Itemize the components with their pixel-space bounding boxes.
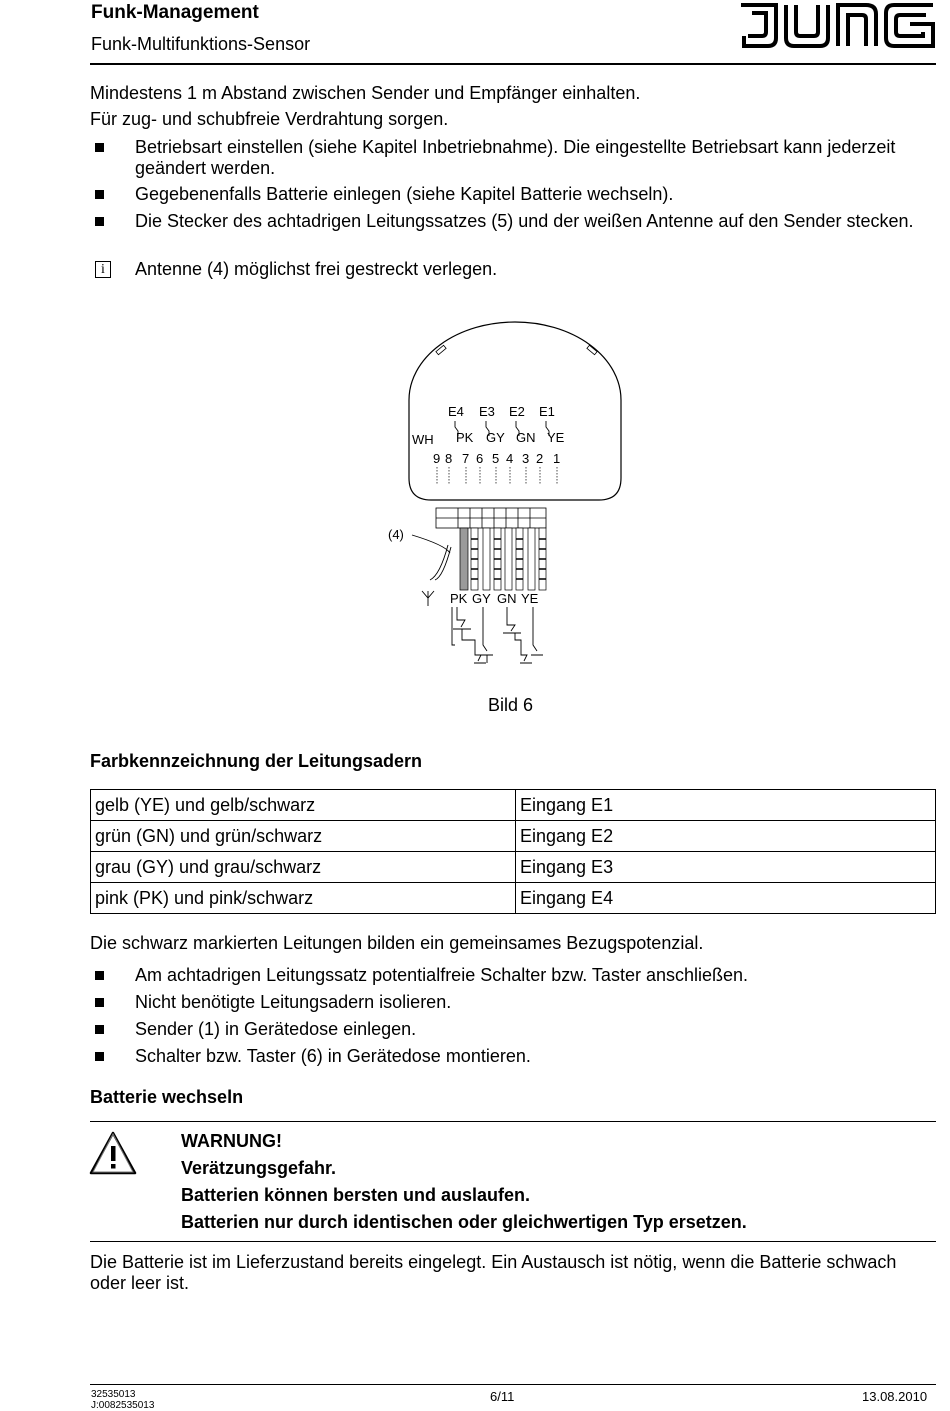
terminal-number: 4	[506, 451, 514, 466]
terminal-number: 5	[492, 451, 500, 466]
warning-triangle-icon	[88, 1130, 138, 1176]
table-row	[91, 821, 936, 852]
section-heading: Farbkennzeichnung der Leitungsadern	[90, 751, 423, 771]
warning-title: WARNUNG!	[181, 1131, 282, 1151]
terminal-number: 7	[462, 451, 470, 466]
table-cell: Eingang E4	[516, 883, 936, 914]
info-note	[95, 259, 935, 280]
page-number: 6/11	[490, 1389, 515, 1404]
input-label: E1	[539, 404, 555, 419]
reference-note: Die schwarz markierten Leitungen bilden ein gemeinsames Bezugspotenzial.	[90, 933, 704, 953]
doc-subtitle: Funk-Multifunktions-Sensor	[91, 34, 311, 54]
color-label: PK	[456, 430, 474, 445]
bullet-square-icon	[95, 971, 104, 980]
table-cell: Eingang E1	[516, 790, 936, 821]
warning-rule-bottom	[90, 1241, 936, 1242]
antenna-label: (4)	[388, 527, 404, 542]
list-item	[95, 992, 935, 1013]
table-cell: grau (GY) und grau/schwarz	[91, 852, 516, 883]
input-label: E2	[509, 404, 525, 419]
list-item	[95, 211, 935, 253]
list-item	[95, 184, 935, 205]
warning-line: Batterien können bersten und auslaufen.	[181, 1185, 531, 1205]
color-label: YE	[547, 430, 565, 445]
table-row	[91, 790, 936, 821]
list-item	[95, 1046, 935, 1067]
intro-line-1: Mindestens 1 m Abstand zwischen Sender und Empfänger einhalten.	[90, 83, 641, 103]
intro-line-2: Für zug- und schubfreie Verdrahtung sorgen.	[90, 109, 449, 129]
battery-text: Die Batterie ist im Lieferzustand bereits eingelegt. Ein Austausch ist nötig, wenn die Batterie schwach oder leer ist.	[90, 1252, 897, 1293]
terminal-leads	[437, 467, 557, 485]
terminal-number: 3	[522, 451, 530, 466]
info-note-text: Antenne (4) möglichst frei gestreckt verlegen.	[135, 259, 498, 279]
figure-caption: Bild 6	[488, 695, 534, 715]
list-item-text: Nicht benötigte Leitungsadern isolieren.	[135, 992, 452, 1012]
header-rule	[90, 63, 936, 65]
color-label: YE	[521, 591, 539, 606]
terminal-number: 9	[433, 451, 441, 466]
terminal-number: 1	[553, 451, 561, 466]
list-item-text: Am achtadrigen Leitungssatz potentialfreie Schalter bzw. Taster anschließen.	[135, 965, 749, 985]
table-row	[91, 852, 936, 883]
color-label: PK	[450, 591, 468, 606]
bullet-square-icon	[95, 1052, 104, 1061]
wire-label-wh: WH	[412, 432, 434, 447]
footer-code-2: J:0082535013	[91, 1400, 155, 1411]
table-cell: Eingang E3	[516, 852, 936, 883]
terminal-number: 6	[476, 451, 484, 466]
warning-line: Verätzungsgefahr.	[181, 1158, 337, 1178]
list-item-text: Sender (1) in Gerätedose einlegen.	[135, 1019, 417, 1039]
antenna-cable	[412, 535, 451, 580]
color-label: GY	[486, 430, 505, 445]
list-item-text: Die Stecker des achtadrigen Leitungssatzes (5) und der weißen Antenne auf den Sender stecken.	[135, 211, 914, 231]
wire-bundle	[460, 528, 546, 590]
warning-rule-top	[90, 1121, 936, 1122]
info-icon: i	[95, 261, 111, 278]
antenna-symbol-icon	[422, 591, 434, 606]
list-item	[95, 1019, 935, 1040]
wire-color-table	[90, 789, 936, 914]
color-label: GY	[472, 591, 491, 606]
table-cell: Eingang E2	[516, 821, 936, 852]
bullet-square-icon	[95, 998, 104, 1007]
footer-code-1: 32535013	[91, 1389, 136, 1400]
bullet-square-icon	[95, 190, 104, 199]
footer-rule	[90, 1384, 936, 1385]
terminal-number: 8	[445, 451, 453, 466]
input-label: E3	[479, 404, 495, 419]
warning-line: Batterien nur durch identischen oder gleichwertigen Typ ersetzen.	[181, 1212, 747, 1232]
terminal-number: 2	[536, 451, 544, 466]
section-heading: Batterie wechseln	[90, 1087, 244, 1107]
table-cell: pink (PK) und pink/schwarz	[91, 883, 516, 914]
list-item	[95, 137, 935, 179]
footer-date: 13.08.2010	[862, 1389, 928, 1404]
jung-logo-graphic	[738, 2, 936, 50]
input-label: E4	[448, 404, 464, 419]
list-item	[95, 965, 935, 986]
connector-plug	[436, 508, 546, 528]
external-switch-wiring	[452, 607, 543, 663]
bullet-square-icon	[95, 143, 104, 152]
wiring-diagram	[388, 315, 635, 670]
jung-logo	[738, 2, 936, 55]
table-row	[91, 883, 936, 914]
color-label: GN	[516, 430, 536, 445]
list-item-text: Schalter bzw. Taster (6) in Gerätedose montieren.	[135, 1046, 531, 1066]
bullet-square-icon	[95, 217, 104, 226]
table-cell: gelb (YE) und gelb/schwarz	[91, 790, 516, 821]
color-label: GN	[497, 591, 517, 606]
list-item-text: Gegebenenfalls Batterie einlegen (siehe Kapitel Batterie wechseln).	[135, 184, 674, 204]
table-cell: grün (GN) und grün/schwarz	[91, 821, 516, 852]
list-item-text: Betriebsart einstellen (siehe Kapitel Inbetriebnahme). Die eingestellte Betriebsart kann jederzeit geändert werden.	[135, 137, 896, 178]
bullet-square-icon	[95, 1025, 104, 1034]
doc-title: Funk-Management	[91, 2, 259, 23]
